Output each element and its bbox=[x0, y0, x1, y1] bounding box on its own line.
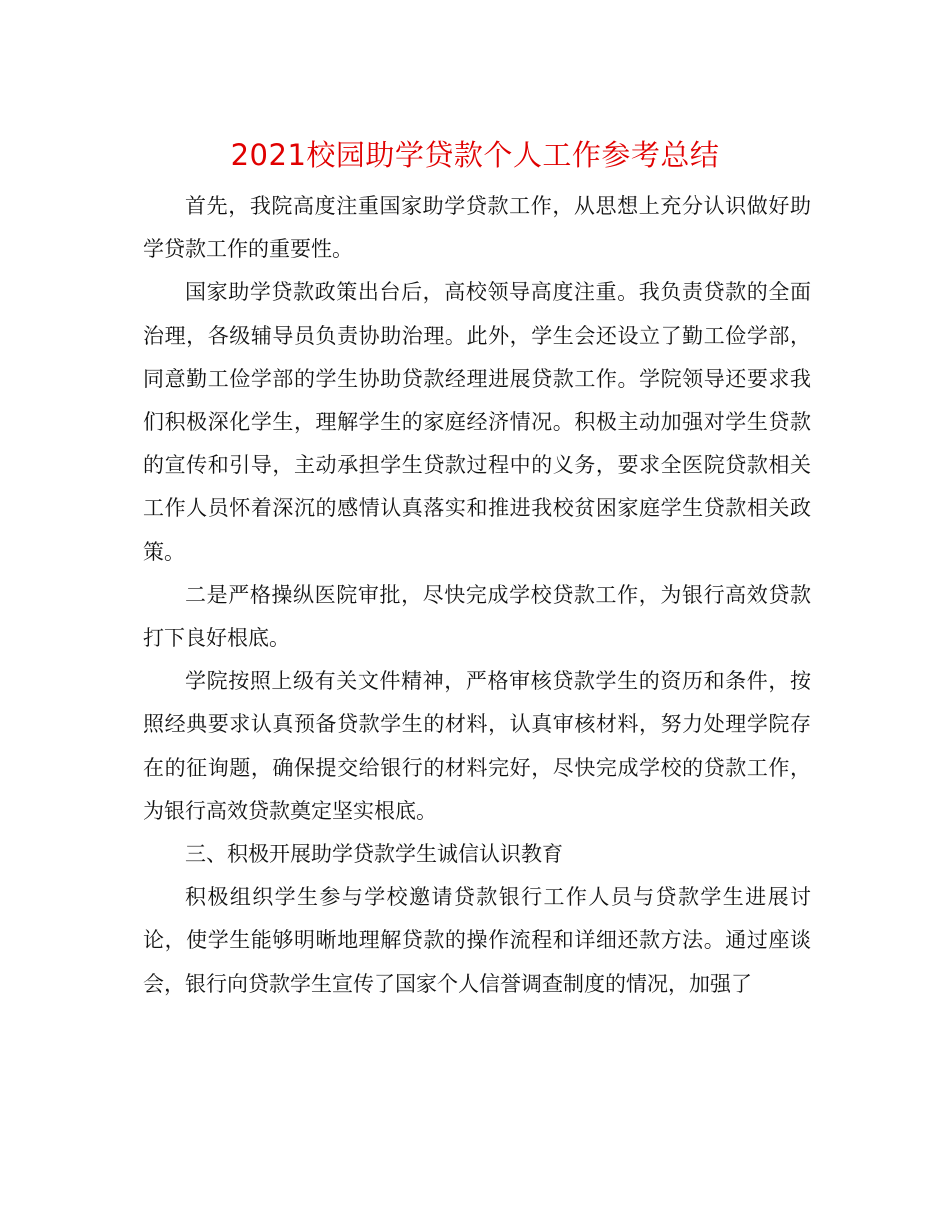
document-body bbox=[143, 185, 811, 1006]
document-title: 2021校园助学贷款个人工作参考总结 bbox=[230, 138, 720, 172]
paragraph-2: 国家助学贷款政策出台后，高校领导高度注重。我负责贷款的全面治理，各级辅导员负责协助治理。此外，学生会还设立了勤工俭学部，同意勤工俭学部的学生协助贷款经理进展贷款工作。学院领导还要求我们积极深化学生，理解学生的家庭经济情况。积极主动加强对学生贷款的宣传和引导，主动承担学生贷款过程中的义务，要求全医院贷款相关工作人员怀着深沉的感情认真落实和推进我校贫困家庭学生贷款相关政策。 bbox=[143, 280, 811, 564]
paragraph-5-heading: 三、积极开展助学贷款学生诚信认识教育 bbox=[185, 842, 563, 867]
paragraph-1: 首先，我院高度注重国家助学贷款工作，从思想上充分认识做好助学贷款工作的重要性。 bbox=[143, 194, 811, 262]
paragraph-3: 二是严格操纵医院审批，尽快完成学校贷款工作，为银行高效贷款打下良好根底。 bbox=[143, 582, 811, 651]
paragraph-4: 学院按照上级有关文件精神，严格审核贷款学生的资历和条件，按照经典要求认真预备贷款学生的材料，认真审核材料，努力处理学院存在的征询题，确保提交给银行的材料完好，尽快完成学校的贷款工作，为银行高效贷款奠定坚实根底。 bbox=[143, 669, 811, 823]
paragraph-6: 积极组织学生参与学校邀请贷款银行工作人员与贷款学生进展讨论，使学生能够明晰地理解贷款的操作流程和详细还款方法。通过座谈会，银行向贷款学生宣传了国家个人信誉调查制度的情况，加强了 bbox=[143, 885, 811, 996]
